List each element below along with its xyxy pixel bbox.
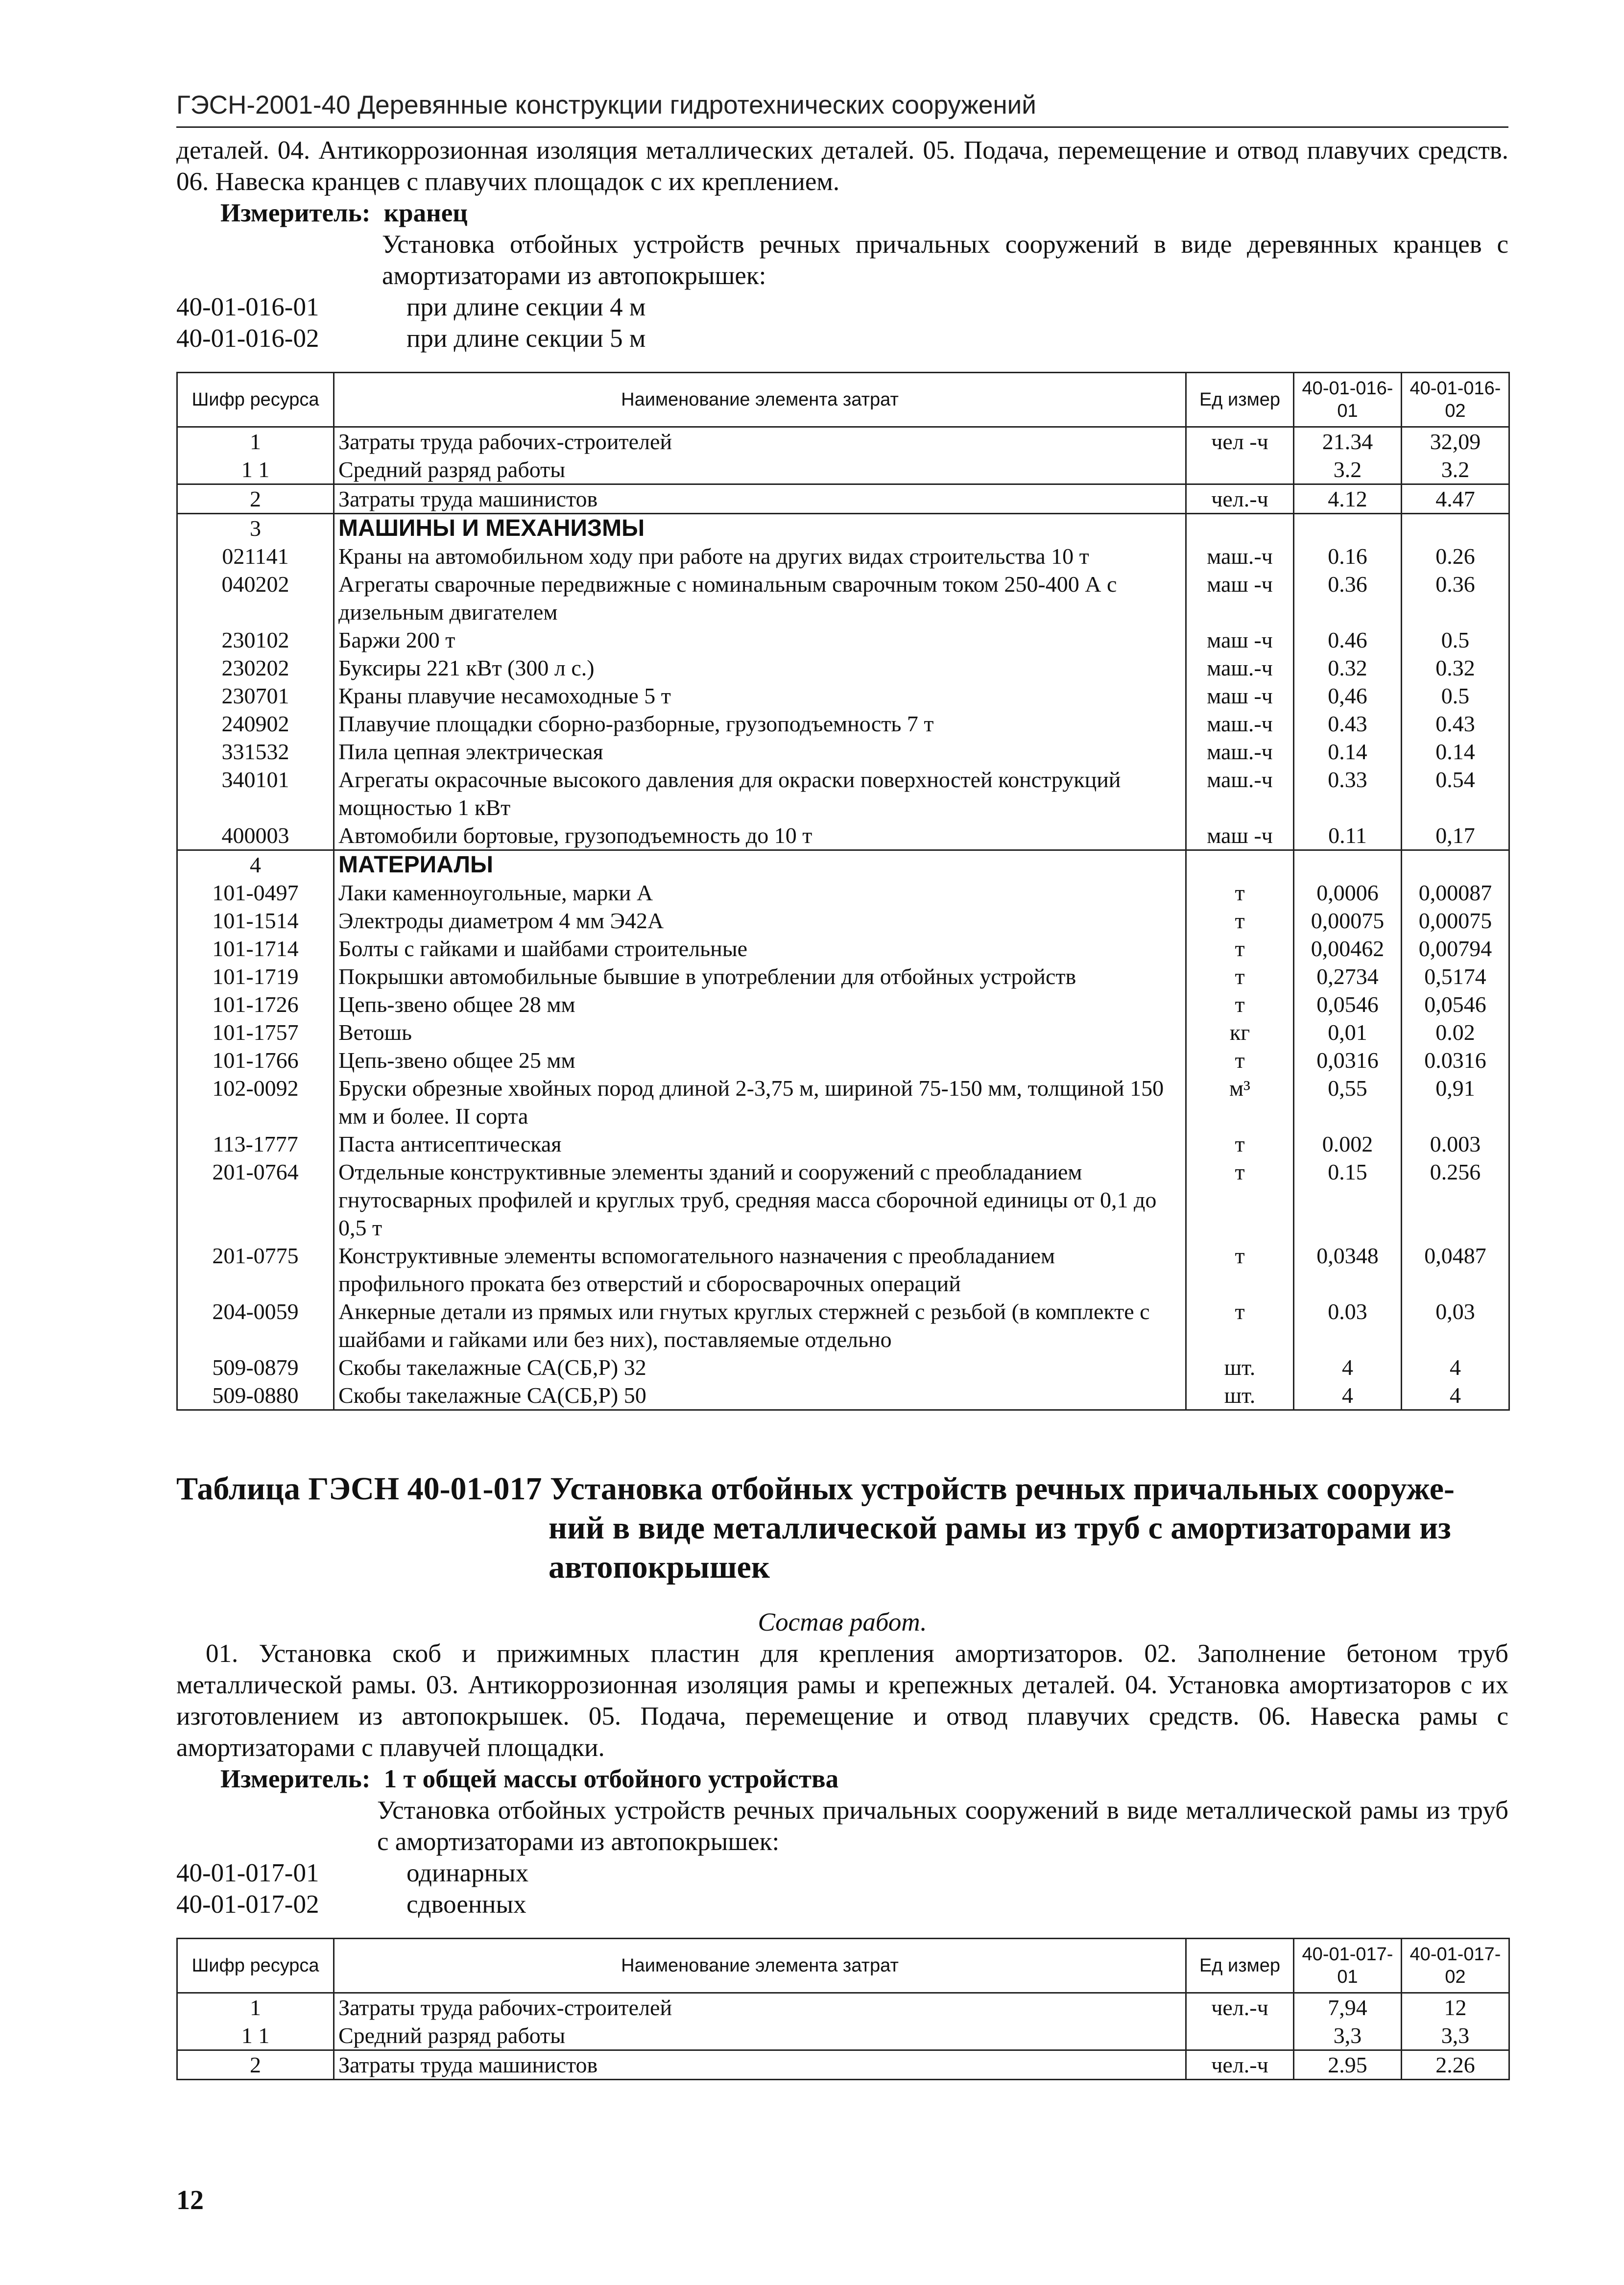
cell-name: Затраты труда рабочих-строителей [334, 1993, 1186, 2022]
cell-value-2: 0,00794 [1402, 935, 1509, 962]
cell-name: Отдельные конструктивные элементы зданий и сооружений с преобладанием гнутосварных профилей и круглых труб, средняя масса сборочной единицы от 0,1 до 0,5 т [334, 1158, 1186, 1242]
cell-name: Агрегаты сварочные передвижные с номинальным сварочным током 250-400 А с дизельным двигателем [334, 570, 1186, 626]
cell-unit: т [1186, 935, 1294, 962]
cell-value-1: 21.34 [1294, 427, 1402, 456]
cell-value-1: 0.46 [1294, 626, 1402, 654]
header-unit: Ед измер [1186, 1939, 1294, 1993]
table-row [177, 654, 1509, 682]
cell-code: 331532 [177, 738, 334, 766]
cell-value-1: 4 [1294, 1353, 1402, 1381]
cell-value-1: 0.36 [1294, 570, 1402, 626]
cell-value-1: 0.43 [1294, 710, 1402, 738]
header-code: Шифр ресурса [177, 1939, 334, 1993]
installation-description: Установка отбойных устройств речных причальных сооружений в виде деревянных кранцев с амортизаторами из автопокрышек: [382, 230, 1508, 290]
table-row [177, 484, 1509, 514]
cell-unit: м³ [1186, 1074, 1294, 1130]
table-header-row [177, 1939, 1509, 1993]
cell-code: 101-1714 [177, 935, 334, 962]
cell-unit: маш -ч [1186, 626, 1294, 654]
cell-code: 101-1514 [177, 907, 334, 935]
cell-value-1: 0.33 [1294, 766, 1402, 821]
header-name: Наименование элемента затрат [334, 1939, 1186, 1993]
cell-value-1: 0,55 [1294, 1074, 1402, 1130]
cell-name: Скобы такелажные СА(СБ,Р) 50 [334, 1381, 1186, 1410]
table-row [177, 850, 1509, 879]
cell-code: 101-1719 [177, 962, 334, 990]
cell-unit [1186, 514, 1294, 543]
cell-code: 021141 [177, 542, 334, 570]
cell-code: 230701 [177, 682, 334, 710]
cell-name: Скобы такелажные СА(СБ,Р) 32 [334, 1353, 1186, 1381]
composition-heading: Состав работ. [758, 1608, 927, 1636]
cell-code: 204-0059 [177, 1298, 334, 1353]
cell-value-2: 0.26 [1402, 542, 1509, 570]
cell-unit: чел.-ч [1186, 484, 1294, 514]
cell-value-1: 0.32 [1294, 654, 1402, 682]
norm-code: 40-01-017-02 [176, 1890, 319, 1919]
table-row [177, 1130, 1509, 1158]
cell-value-2: 0.0316 [1402, 1046, 1509, 1074]
table-row [177, 1353, 1509, 1381]
norm-code: 40-01-016-02 [176, 324, 319, 353]
cell-name: Ветошь [334, 1018, 1186, 1046]
cell-value-2: 2.26 [1402, 2050, 1509, 2080]
table-row [177, 738, 1509, 766]
table-row [177, 1993, 1509, 2022]
table-row [177, 1298, 1509, 1353]
table-row [177, 427, 1509, 456]
table-row [177, 990, 1509, 1018]
header-unit: Ед измер [1186, 373, 1294, 427]
cell-value-1 [1294, 850, 1402, 879]
cell-value-1: 0,0316 [1294, 1046, 1402, 1074]
header-col2: 40-01-016-02 [1402, 373, 1509, 427]
cell-name: Затраты труда рабочих-строителей [334, 427, 1186, 456]
cell-unit: т [1186, 1298, 1294, 1353]
cell-code: 101-1726 [177, 990, 334, 1018]
cell-code: 230202 [177, 654, 334, 682]
cell-value-2: 0.003 [1402, 1130, 1509, 1158]
cell-value-2: 0.5 [1402, 682, 1509, 710]
cell-value-2: 12 [1402, 1993, 1509, 2022]
cell-name: Средний разряд работы [334, 2021, 1186, 2050]
cell-unit: чел -ч [1186, 427, 1294, 456]
composition-paragraph: 01. Установка скоб и прижимных пластин для крепления амортизаторов. 02. Заполнение бетоном труб металлической рамы. 03. Антикоррозионная изоляция рамы и крепежных деталей. 04. Установка амортизаторов с их изготовлением из автопокрышек. 05. Подача, перемещение и отвод плавучих средств. 06. Навеска рамы с амортизаторами с плавучей площадки. [176, 1639, 1508, 1762]
cell-value-1: 0.03 [1294, 1298, 1402, 1353]
cell-unit: маш -ч [1186, 570, 1294, 626]
cell-unit: маш.-ч [1186, 766, 1294, 821]
cell-code: 201-0764 [177, 1158, 334, 1242]
cell-value-2: 0,17 [1402, 821, 1509, 850]
cell-value-2: 0.256 [1402, 1158, 1509, 1242]
cell-name: Цепь-звено общее 28 мм [334, 990, 1186, 1018]
measure-label: Измеритель: [220, 1765, 371, 1793]
cell-code: 101-1766 [177, 1046, 334, 1074]
cell-unit: чел.-ч [1186, 1993, 1294, 2022]
intro-paragraph: деталей. 04. Антикоррозионная изоляция металлических деталей. 05. Подача, перемещение и отвод плавучих средств. 06. Навеска кранцев с плавучих площадок с их креплением. [176, 136, 1508, 196]
cell-value-1: 0,00075 [1294, 907, 1402, 935]
norm-code-description: сдвоенных [406, 1890, 526, 1919]
table-row [177, 682, 1509, 710]
cell-value-2: 0.36 [1402, 570, 1509, 626]
table-row [177, 879, 1509, 907]
cell-value-2: 0.54 [1402, 766, 1509, 821]
header-col1: 40-01-017-01 [1294, 1939, 1402, 1993]
table-row [177, 1074, 1509, 1130]
cell-value-2: 0,0487 [1402, 1242, 1509, 1298]
cell-value-1 [1294, 514, 1402, 543]
cell-value-2: 4 [1402, 1353, 1509, 1381]
table-row [177, 821, 1509, 850]
header-name: Наименование элемента затрат [334, 373, 1186, 427]
table-row [177, 710, 1509, 738]
cell-name: Анкерные детали из прямых или гнутых круглых стержней с резьбой (в комплекте с шайбами и гайками или без них), поставляемые отдельно [334, 1298, 1186, 1353]
table-row [177, 907, 1509, 935]
table-row [177, 2050, 1509, 2080]
table-row [177, 962, 1509, 990]
cell-code: 340101 [177, 766, 334, 821]
measure-line [176, 1763, 1508, 1795]
cell-name: Покрышки автомобильные бывшие в употреблении для отбойных устройств [334, 962, 1186, 990]
cell-value-1: 0,01 [1294, 1018, 1402, 1046]
cell-value-1: 0,0348 [1294, 1242, 1402, 1298]
table-row [177, 1046, 1509, 1074]
running-header: ГЭСН-2001-40 Деревянные конструкции гидротехнических сооружений [176, 88, 1508, 128]
cell-code: 509-0880 [177, 1381, 334, 1410]
norm-code-description: одинарных [406, 1859, 529, 1887]
cell-value-2 [1402, 850, 1509, 879]
cell-unit: маш.-ч [1186, 710, 1294, 738]
table-title-line-1: Таблица ГЭСН 40-01-017 Установка отбойных устройств речных причальных сооруже- [176, 1471, 1455, 1507]
cell-unit: т [1186, 879, 1294, 907]
cell-value-2 [1402, 514, 1509, 543]
cell-name: Конструктивные элементы вспомогательного назначения с преобладанием профильного проката без отверстий и сборосварочных операций [334, 1242, 1186, 1298]
cell-unit: маш.-ч [1186, 738, 1294, 766]
page-number: 12 [176, 2185, 204, 2215]
cell-unit: т [1186, 1242, 1294, 1298]
cell-name: МАТЕРИАЛЫ [334, 850, 1186, 879]
cell-name: Цепь-звено общее 25 мм [334, 1046, 1186, 1074]
cell-unit: т [1186, 1158, 1294, 1242]
norm-code-description: при длине секции 5 м [406, 324, 646, 353]
cell-value-1: 0.11 [1294, 821, 1402, 850]
cell-code: 2 [177, 2050, 334, 2080]
norm-code-row [176, 1857, 1508, 1889]
cell-unit: т [1186, 1130, 1294, 1158]
cell-code: 102-0092 [177, 1074, 334, 1130]
cell-name: Пила цепная электрическая [334, 738, 1186, 766]
cell-name: Болты с гайками и шайбами строительные [334, 935, 1186, 962]
cell-value-1: 3,3 [1294, 2021, 1402, 2050]
cell-code: 2 [177, 484, 334, 514]
cell-code: 240902 [177, 710, 334, 738]
cell-name: Электроды диаметром 4 мм Э42А [334, 907, 1186, 935]
cell-value-2: 32,09 [1402, 427, 1509, 456]
table-row [177, 935, 1509, 962]
cell-value-2: 3,3 [1402, 2021, 1509, 2050]
cell-code: 3 [177, 514, 334, 543]
cell-code: 400003 [177, 821, 334, 850]
cell-value-1: 0,00462 [1294, 935, 1402, 962]
cell-value-2: 0.14 [1402, 738, 1509, 766]
cell-value-2: 0,00075 [1402, 907, 1509, 935]
document-page [176, 88, 1508, 2080]
cell-value-1: 0,2734 [1294, 962, 1402, 990]
cell-unit [1186, 2021, 1294, 2050]
cell-name: Затраты труда машинистов [334, 2050, 1186, 2080]
resource-table-016 [176, 372, 1510, 1411]
measure-value: кранец [383, 199, 468, 227]
cell-value-1: 0.002 [1294, 1130, 1402, 1158]
cell-code: 1 [177, 1993, 334, 2022]
cell-name: Автомобили бортовые, грузоподъемность до 10 т [334, 821, 1186, 850]
cell-unit [1186, 850, 1294, 879]
cell-value-1: 0.15 [1294, 1158, 1402, 1242]
norm-code-row [176, 291, 1508, 323]
cell-value-1: 0,0006 [1294, 879, 1402, 907]
cell-unit: маш -ч [1186, 682, 1294, 710]
table-row [177, 1018, 1509, 1046]
table-row [177, 1242, 1509, 1298]
table-title-line-3: автопокрышек [549, 1549, 770, 1585]
cell-value-2: 0,91 [1402, 1074, 1509, 1130]
cell-name: Буксиры 221 кВт (300 л с.) [334, 654, 1186, 682]
norm-code: 40-01-017-01 [176, 1859, 319, 1887]
cell-value-1: 7,94 [1294, 1993, 1402, 2022]
table-row [177, 1158, 1509, 1242]
resource-table-017 [176, 1938, 1510, 2080]
cell-value-2: 0.43 [1402, 710, 1509, 738]
cell-code: 230102 [177, 626, 334, 654]
header-col2: 40-01-017-02 [1402, 1939, 1509, 1993]
cell-unit: кг [1186, 1018, 1294, 1046]
cell-value-1: 2.95 [1294, 2050, 1402, 2080]
table-title-line-2: ний в виде металлической рамы из труб с амортизаторами из [549, 1510, 1451, 1546]
header-col1: 40-01-016-01 [1294, 373, 1402, 427]
cell-value-2: 4.47 [1402, 484, 1509, 514]
table-row [177, 456, 1509, 484]
cell-code: 201-0775 [177, 1242, 334, 1298]
cell-unit: маш -ч [1186, 821, 1294, 850]
cell-name: Бруски обрезные хвойных пород длиной 2-3,75 м, шириной 75-150 мм, толщиной 150 мм и более. II сорта [334, 1074, 1186, 1130]
cell-name: Паста антисептическая [334, 1130, 1186, 1158]
table-row [177, 570, 1509, 626]
cell-unit: шт. [1186, 1353, 1294, 1381]
cell-value-1: 0.16 [1294, 542, 1402, 570]
cell-unit: т [1186, 962, 1294, 990]
cell-name: Баржи 200 т [334, 626, 1186, 654]
cell-value-1: 0.14 [1294, 738, 1402, 766]
cell-value-2: 3.2 [1402, 456, 1509, 484]
table-row [177, 2021, 1509, 2050]
cell-name: Краны плавучие несамоходные 5 т [334, 682, 1186, 710]
cell-value-2: 4 [1402, 1381, 1509, 1410]
measure-label: Измеритель: [220, 199, 371, 227]
cell-value-2: 0,00087 [1402, 879, 1509, 907]
cell-code: 1 [177, 427, 334, 456]
norm-code-row [176, 323, 1508, 354]
cell-unit: т [1186, 907, 1294, 935]
cell-value-2: 0,5174 [1402, 962, 1509, 990]
cell-value-1: 0,46 [1294, 682, 1402, 710]
cell-unit: чел.-ч [1186, 2050, 1294, 2080]
cell-value-2: 0.5 [1402, 626, 1509, 654]
cell-unit: маш.-ч [1186, 654, 1294, 682]
norm-code-row [176, 1889, 1508, 1920]
cell-name: Лаки каменноугольные, марки А [334, 879, 1186, 907]
cell-code: 1 1 [177, 2021, 334, 2050]
cell-unit: маш.-ч [1186, 542, 1294, 570]
norm-code-description: при длине секции 4 м [406, 293, 646, 321]
table-row [177, 766, 1509, 821]
cell-value-2: 0,03 [1402, 1298, 1509, 1353]
cell-name: Затраты труда машинистов [334, 484, 1186, 514]
table-row [177, 1381, 1509, 1410]
norm-code: 40-01-016-01 [176, 293, 319, 321]
cell-code: 101-1757 [177, 1018, 334, 1046]
cell-value-1: 3.2 [1294, 456, 1402, 484]
cell-value-1: 4 [1294, 1381, 1402, 1410]
cell-value-2: 0,0546 [1402, 990, 1509, 1018]
cell-code: 4 [177, 850, 334, 879]
cell-code: 1 1 [177, 456, 334, 484]
measure-line [176, 197, 1508, 229]
table-header-row [177, 373, 1509, 427]
table-row [177, 514, 1509, 543]
cell-unit: т [1186, 990, 1294, 1018]
cell-value-1: 4.12 [1294, 484, 1402, 514]
cell-unit: шт. [1186, 1381, 1294, 1410]
cell-name: Краны на автомобильном ходу при работе на других видах строительства 10 т [334, 542, 1186, 570]
table-row [177, 626, 1509, 654]
installation-description: Установка отбойных устройств речных причальных сооружений в виде металлической рамы из труб с амортизаторами из автопокрышек: [377, 1796, 1508, 1856]
cell-code: 509-0879 [177, 1353, 334, 1381]
cell-code: 040202 [177, 570, 334, 626]
cell-value-2: 0.02 [1402, 1018, 1509, 1046]
header-code: Шифр ресурса [177, 373, 334, 427]
cell-unit: т [1186, 1046, 1294, 1074]
table-title [176, 1469, 1508, 1587]
cell-value-2: 0.32 [1402, 654, 1509, 682]
cell-name: Плавучие площадки сборно-разборные, грузоподъемность 7 т [334, 710, 1186, 738]
cell-value-1: 0,0546 [1294, 990, 1402, 1018]
cell-name: Агрегаты окрасочные высокого давления для окраски поверхностей конструкций мощностью 1 кВт [334, 766, 1186, 821]
cell-code: 113-1777 [177, 1130, 334, 1158]
cell-name: Средний разряд работы [334, 456, 1186, 484]
cell-unit [1186, 456, 1294, 484]
measure-value: 1 т общей массы отбойного устройства [383, 1765, 839, 1793]
cell-code: 101-0497 [177, 879, 334, 907]
cell-name: МАШИНЫ И МЕХАНИЗМЫ [334, 514, 1186, 543]
table-row [177, 542, 1509, 570]
